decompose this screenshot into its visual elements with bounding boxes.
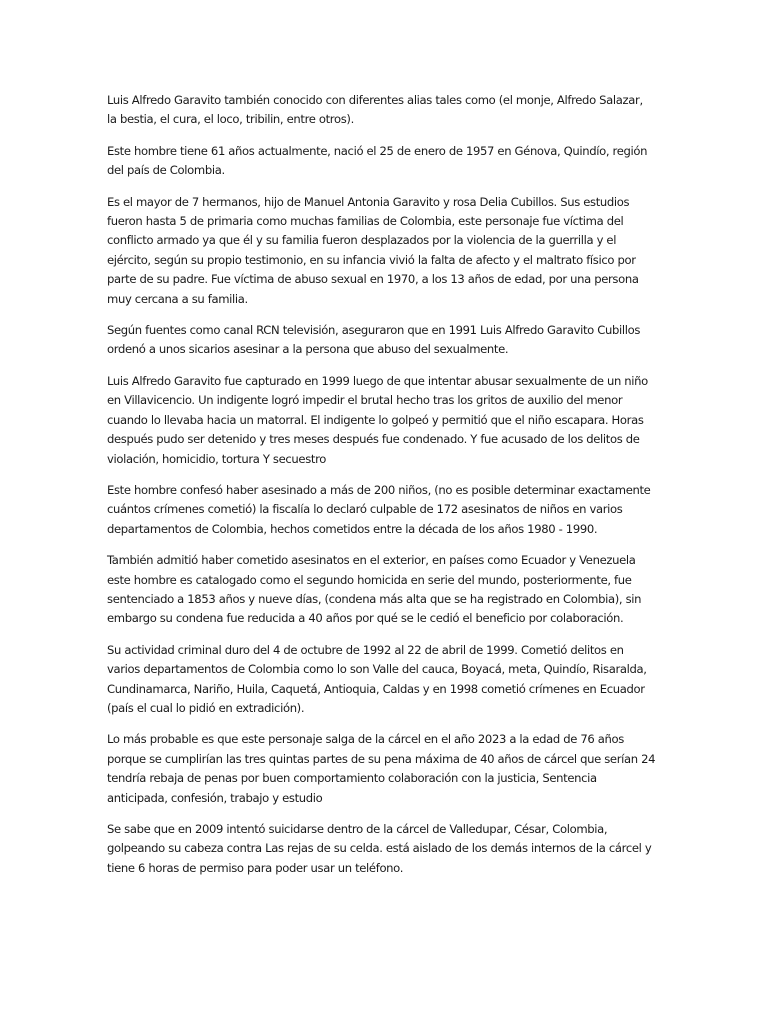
text-line: la bestia, el cura, el loco, tribilin, entre otros). [107, 112, 354, 127]
paragraph-6 [107, 481, 663, 539]
paragraph-10 [107, 820, 663, 878]
text-line: varios departamentos de Colombia como lo son Valle del cauca, Boyacá, meta, Quindío, Risaralda, [107, 662, 647, 677]
paragraph-8 [107, 641, 663, 719]
text-line: fueron hasta 5 de primaria como muchas familias de Colombia, este personaje fue víctima del [107, 214, 624, 229]
text-line: departamentos de Colombia, hechos cometidos entre la década de los años 1980 - 1990. [107, 521, 598, 536]
text-line: Se sabe que en 2009 intentó suicidarse dentro de la cárcel de Valledupar, César, Colombia, [107, 822, 608, 836]
paragraph-5 [107, 372, 663, 469]
text-line: Este hombre confesó haber asesinado a más de 200 niños, (no es posible determinar exactamente [107, 482, 651, 497]
text-line: cuando lo llevaba hacia un matorral. El indigente lo golpeó y permitió que el niño escapara. Horas [107, 412, 644, 427]
text-line: embargo su condena fue reducida a 40 años por qué se le cedió el beneficio por colaboración. [107, 611, 624, 626]
text-line: tendría rebaja de penas por buen comportamiento colaboración con la justicia, Sentencia [107, 771, 597, 786]
paragraph-2 [107, 142, 663, 181]
text-line: Según fuentes como canal RCN televisión, aseguraron que en 1991 Luis Alfredo Garavito Cubillos [107, 323, 641, 338]
text-line: porque se cumplirían las tres quintas partes de su pena máxima de 40 años de cárcel que serían 24 [107, 751, 656, 766]
text-line: violación, homicidio, tortura Y secuestro [107, 451, 326, 466]
text-line: ejército, según su propio testimonio, en su infancia vivió la falta de afecto y el maltrato físico por [107, 252, 636, 267]
text-line: Su actividad criminal duro del 4 de octubre de 1992 al 22 de abril de 1999. Cometió delitos en [107, 642, 624, 657]
paragraph-9 [107, 730, 663, 808]
text-line: También admitió haber cometido asesinatos en el exterior, en países como Ecuador y Venezuela [107, 553, 636, 568]
text-line: anticipada, confesión, trabajo y estudio [107, 790, 323, 805]
text-line: parte de su padre. Fue víctima de abuso sexual en 1970, a los 13 años de edad, por una persona [107, 272, 639, 287]
text-line: ordenó a unos sicarios asesinar a la persona que abuso del sexualmente. [107, 342, 509, 357]
paragraph-7 [107, 551, 663, 629]
text-line: del país de Colombia. [107, 163, 225, 178]
text-line: muy cercana a su familia. [107, 291, 248, 306]
text-line: después pudo ser detenido y tres meses después fue condenado. Y fue acusado de los delitos de [107, 432, 640, 447]
text-line: golpeando su cabeza contra Las rejas de su celda. está aislado de los demás internos de la cárcel y [107, 841, 652, 856]
text-line: conflicto armado ya que él y su familia fueron desplazados por la violencia de la guerrilla y el [107, 233, 617, 248]
document-body [107, 91, 663, 890]
paragraph-1 [107, 91, 663, 130]
text-line: Cundinamarca, Nariño, Huila, Caquetá, Antioquia, Caldas y en 1998 cometió crímenes en Ecuador [107, 681, 645, 696]
text-line: tiene 6 horas de permiso para poder usar un teléfono. [107, 860, 404, 875]
text-line: Lo más probable es que este personaje salga de la cárcel en el año 2023 a la edad de 76 años [107, 732, 624, 747]
text-line: este hombre es catalogado como el segundo homicida en serie del mundo, posteriormente, fue [107, 572, 632, 587]
text-line: en Villavicencio. Un indigente logró impedir el brutal hecho tras los gritos de auxilio del menor [107, 393, 623, 408]
paragraph-3 [107, 193, 663, 309]
text-line: cuántos crímenes cometió) la fiscalía lo declaró culpable de 172 asesinatos de niños en varios [107, 502, 623, 517]
text-line: Luis Alfredo Garavito fue capturado en 1999 luego de que intentar abusar sexualmente de un niño [107, 373, 648, 388]
text-line: sentenciado a 1853 años y nueve días, (condena más alta que se ha registrado en Colombia), sin [107, 591, 642, 606]
paragraph-4 [107, 321, 663, 360]
text-line: Luis Alfredo Garavito también conocido con diferentes alias tales como (el monje, Alfredo Salazar, [107, 93, 643, 107]
text-line: Este hombre tiene 61 años actualmente, nació el 25 de enero de 1957 en Génova, Quindío, región [107, 143, 648, 158]
text-line: (país el cual lo pidió en extradición). [107, 700, 305, 715]
text-line: Es el mayor de 7 hermanos, hijo de Manuel Antonia Garavito y rosa Delia Cubillos. Sus estudios [107, 194, 630, 209]
